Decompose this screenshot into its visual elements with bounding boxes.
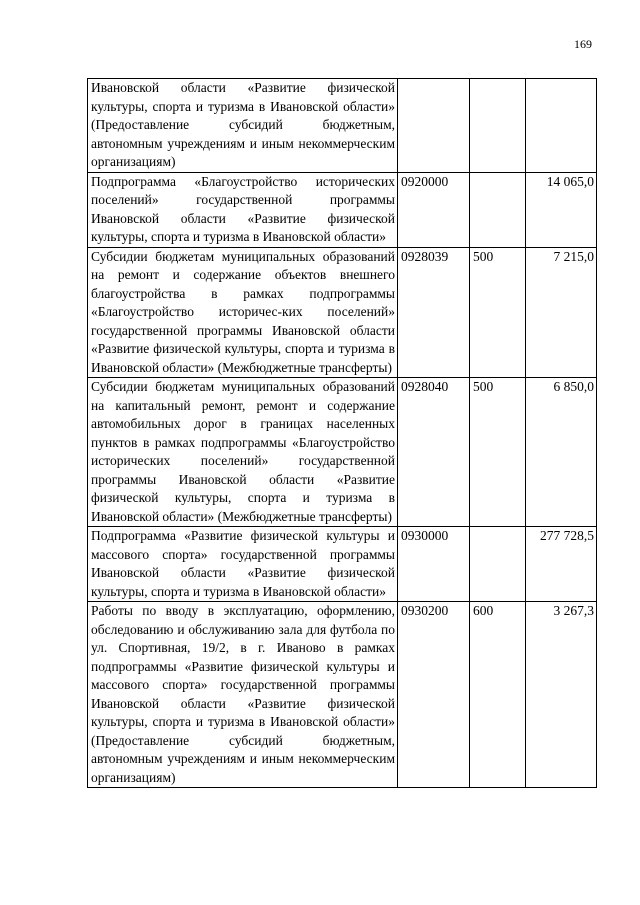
description-text: Подпрограмма «Благоустройство исторических поселений» государственной программы Ивановской области «Развитие физической культуры, спорта и туризма в Ивановской области» [91,173,395,244]
table-row [88,247,597,378]
table-row [88,79,597,173]
target-code-cell: 0930200 [398,602,470,788]
description-cell [88,247,398,378]
description-text: Работы по вводу в эксплуатацию, оформлению, обследованию и обслуживанию зала для футбола по ул. Спортивная, 19/2, в г. Иваново в рамках подпрограммы «Развитие физической культуры и массового спорта» государственной программы Ивановской области «Развитие физической культуры, спорта и туризма в Ивановской области» (Предоставление субсидий бюджетным, автономным учреждениям и иным некоммерческим организациям) [91,603,395,785]
target-code-cell: 0928039 [398,247,470,378]
amount-cell: 14 065,0 [526,172,597,247]
description-text: Ивановской области «Развитие физической культуры, спорта и туризма в Ивановской области» (Предоставление субсидий бюджетным, автономным учреждениям и иным некоммерческим организациям) [91,80,395,169]
expense-type-cell: 500 [470,378,526,527]
expense-type-cell [470,79,526,173]
table-row [88,172,597,247]
expense-type-cell [470,527,526,602]
description-text: Субсидии бюджетам муниципальных образований на ремонт и содержание объектов внешнего благоустройства в рамках подпрограммы «Благоустройство историчес-ких поселений» государственной программы Ивановской области «Развитие физической культуры, спорта и туризма в Ивановской области» (Межбюджетные трансферты) [91,248,395,375]
amount-cell: 3 267,3 [526,602,597,788]
target-code-cell: 0930000 [398,527,470,602]
expense-type-cell [470,172,526,247]
amount-cell: 7 215,0 [526,247,597,378]
amount-cell [526,79,597,173]
expense-type-cell: 600 [470,602,526,788]
target-code-cell: 0928040 [398,378,470,527]
description-cell [88,602,398,788]
table-row [88,527,597,602]
description-cell [88,172,398,247]
table-row [88,378,597,527]
description-cell [88,79,398,173]
target-code-cell [398,79,470,173]
expense-type-cell: 500 [470,247,526,378]
amount-cell: 277 728,5 [526,527,597,602]
description-text: Подпрограмма «Развитие физической культуры и массового спорта» государственной программы Ивановской области «Развитие физической культуры, спорта и туризма в Ивановской области» [91,528,395,599]
description-text: Субсидии бюджетам муниципальных образований на капитальный ремонт, ремонт и содержание автомобильных дорог в границах населенных пунктов в рамках подпрограммы «Благоустройство исторических поселений» государственной программы Ивановской области «Развитие физической культуры, спорта и туризма в Ивановской области» (Межбюджетные трансферты) [91,379,395,524]
amount-cell: 6 850,0 [526,378,597,527]
page-number: 169 [574,37,592,51]
description-cell [88,378,398,527]
description-cell [88,527,398,602]
table-row [88,602,597,788]
target-code-cell: 0920000 [398,172,470,247]
budget-table [87,78,597,788]
